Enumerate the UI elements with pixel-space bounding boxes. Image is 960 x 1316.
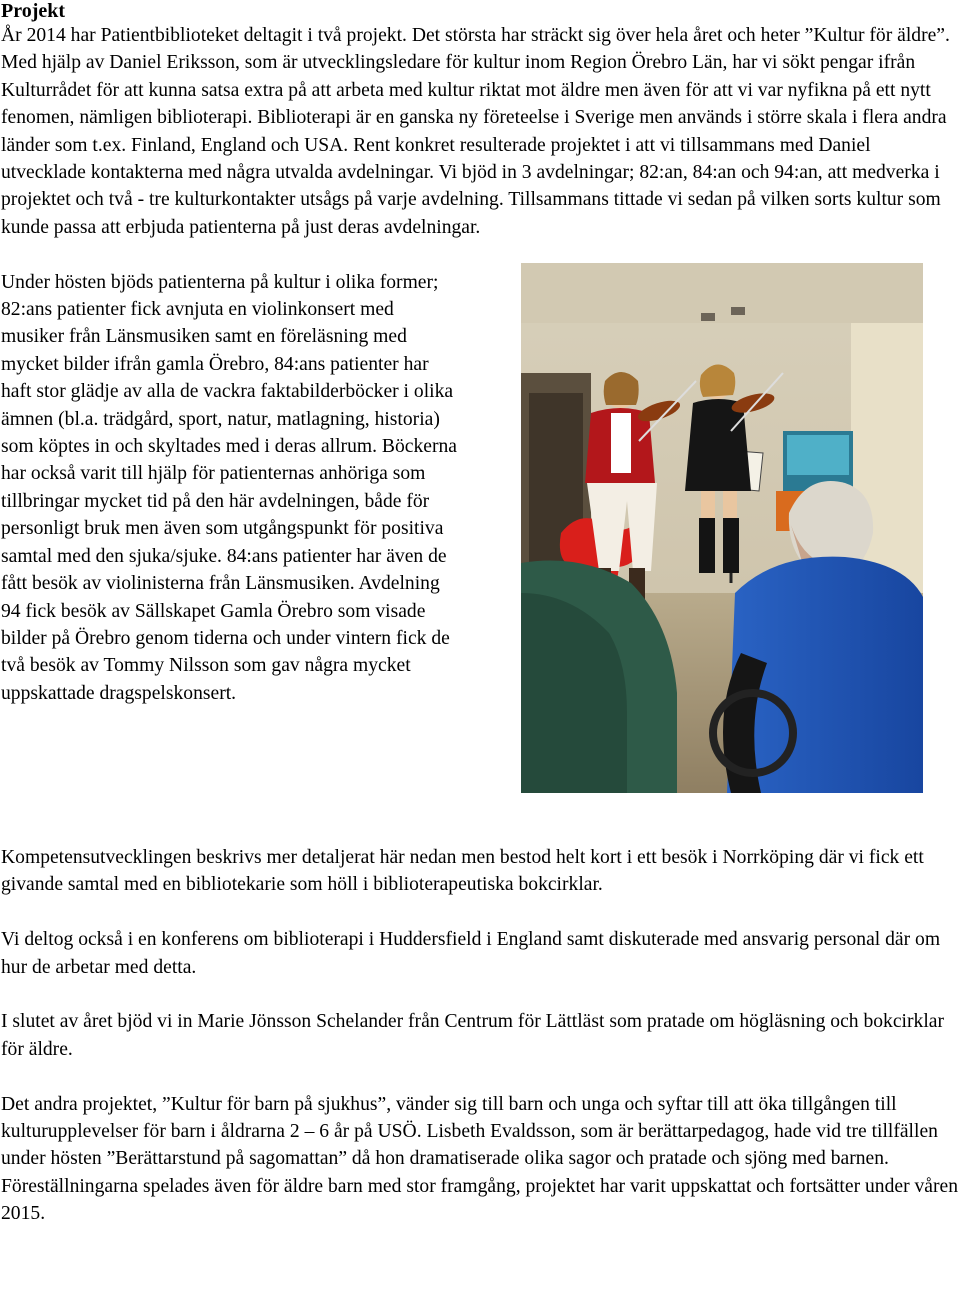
- paragraph-reading: I slutet av året bjöd vi in Marie Jönsson Schelander från Centrum för Lättläst som pratade om högläsning och bokcirklar för äldre.: [1, 1011, 944, 1060]
- photo-illustration: [521, 263, 923, 793]
- violinist-right-dress: [685, 399, 751, 491]
- paragraph-intro: År 2014 har Patientbiblioteket deltagit i två projekt. Det största har sträckt sig över hela året och heter ”Kultur för äldre”. Med hjälp av Daniel Eriksson, som är utvecklingsledare för kultur inom Region Örebro Län, har vi sökt pengar ifrån Kulturrådet för att kunna satsa extra på att arbeta med kultur riktat mot äldre men även för att vi var nyfikna på ett nytt fenomen, nämligen biblioterapi. Biblioterapi är en ganska ny företeelse i Sverige men används i större skala i flera andra länder som t.ex. Finland, England och USA. Rent konkret resulterade projektet i att vi tillsammans med Daniel utvecklade kontakterna med några utvalda avdelningar. Vi bjöd in 3 avdelningar; 82:an, 84:an och 94:an, att medverka i projektet och två - tre kulturkontakter utsågs på varje avdelning. Tillsammans tittade vi sedan på vilken sorts kultur som kunde passa att erbjuda patienterna på just deras avdelningar.: [1, 25, 950, 238]
- ceiling-light-icon: [701, 313, 715, 321]
- paragraph-autumn: Under hösten bjöds patienterna på kultur i olika former; 82:ans patienter fick avnjuta en violinkonsert med musiker från Länsmusiken samt en föreläsning med mycket bilder ifrån gamla Örebro, 84:ans patienter har haft stor glädje av alla de vackra faktabilderböcker i olika ämnen (bl.a. trädgård, sport, natur, matlagning, historia) som köptes in och skyltades med i deras allrum. Böckerna har också varit till hjälp för patienternas anhöriga som tillbringar mycket tid på den här avdelningen, både för personligt bruk men även som utgångspunkt för positiva samtal med den sjuka/sjuke. 84:ans patienter har även de fått besök av violinisterna från Länsmusiken. Avdelning 94 fick besök av Sällskapet Gamla Örebro som visade bilder på Örebro genom tiderna och under vintern fick de två besök av Tommy Nilsson som gav några mycket uppskattade dragspelskonsert.: [1, 271, 457, 704]
- ceiling-light-icon: [731, 307, 745, 315]
- paragraph-competence: Kompetensutvecklingen beskrivs mer detaljerat här nedan men bestod helt kort i ett besök i Norrköping där vi fick ett givande samtal med en bibliotekarie som höll i biblioterapeutiska bokcirklar.: [1, 847, 924, 896]
- document: [1, 0, 959, 1255]
- autumn-section: [1, 269, 959, 817]
- paragraph-children: Det andra projektet, ”Kultur för barn på sjukhus”, vänder sig till barn och unga och syftar till att öka tillgången till kulturupplevelser för barn i åldrarna 2 – 6 år på USÖ. Lisbeth Evaldsson, som är berättarpedagog, hade vid tre tillfällen under hösten ”Berättarstund på sagomattan” då hon dramatiserade olika sagor och pratade och sjöng med barnen. Föreställningarna spelades även för äldre barn med stor framgång, projektet har varit uppskattat och fortsätter under våren 2015.: [1, 1093, 959, 1225]
- aquarium-water: [787, 435, 849, 475]
- page-title: Projekt: [1, 0, 66, 22]
- ceiling: [521, 263, 923, 323]
- paragraph-conference: Vi deltog också i en konferens om biblioterapi i Huddersfield i England samt diskuterade med ansvarig personal där om hur de arbetar med detta.: [1, 929, 941, 978]
- violin-concert-photo: [521, 263, 923, 793]
